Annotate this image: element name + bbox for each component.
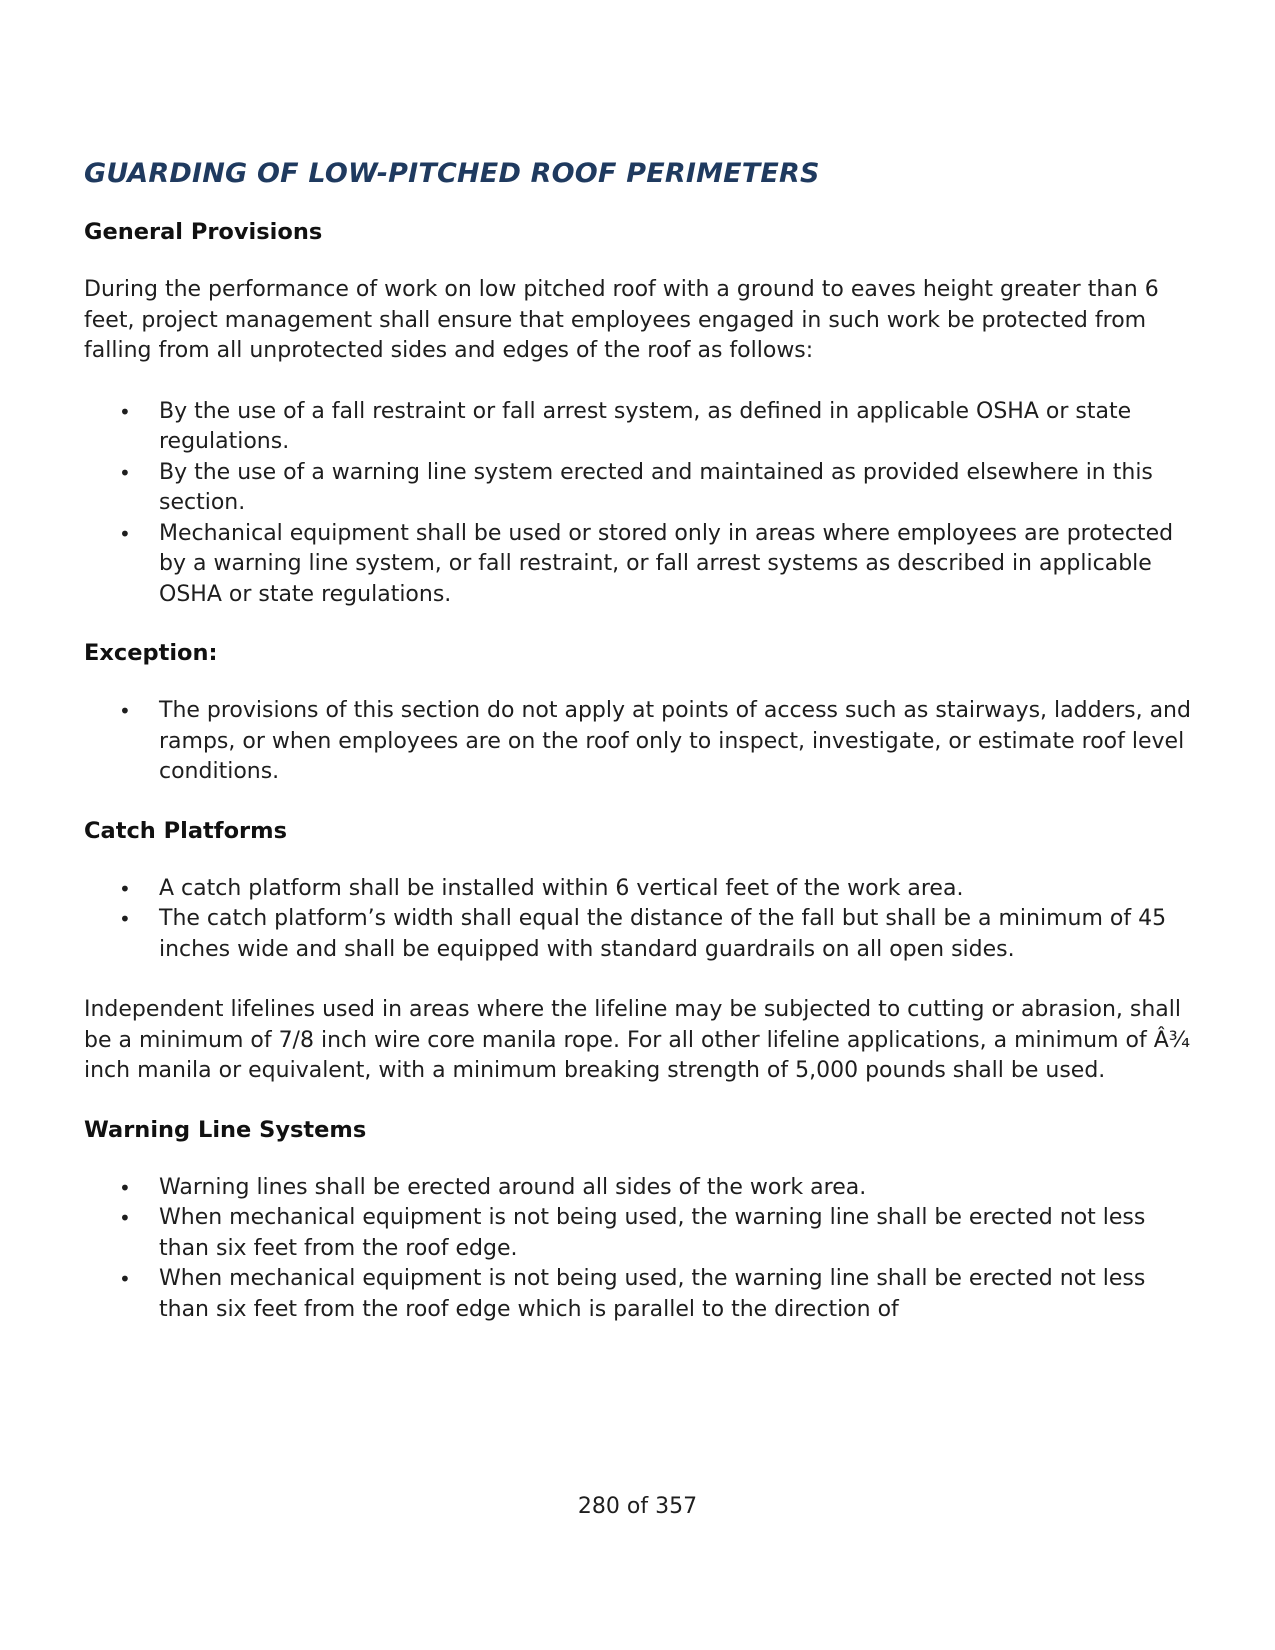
exception-list	[84, 696, 1194, 788]
list-item: • By the use of a fall restraint or fall arrest system, as defined in applicable OSHA or state regulations.	[119, 398, 1132, 454]
section-heading-warning-line-systems: Warning Line Systems	[84, 1116, 367, 1143]
list-item: • The catch platform’s width shall equal the distance of the fall but shall be a minimum of 45 inches wide and shall be equipped with standard guardrails on all open sides.	[119, 906, 1167, 962]
page-number: 280 of 357	[577, 1494, 698, 1519]
section-heading-exception: Exception:	[84, 640, 218, 666]
bullet-icon: •	[119, 876, 131, 901]
bullet-icon: •	[119, 460, 131, 485]
catch-platforms-list	[84, 874, 1194, 966]
bullet-icon: •	[119, 907, 131, 931]
bullet-icon: •	[119, 699, 131, 723]
document-title: GUARDING OF LOW-PITCHED ROOF PERIMETERS	[84, 158, 820, 189]
list-item: • A catch platform shall be installed within 6 vertical feet of the work area.	[84, 874, 1194, 905]
bullet-icon: •	[119, 1206, 131, 1230]
bullet-icon: •	[119, 399, 131, 424]
warning-line-list	[84, 1173, 1194, 1326]
general-provisions-list	[84, 397, 1194, 611]
bullet-icon: •	[119, 1267, 131, 1291]
list-item: • When mechanical equipment is not being used, the warning line shall be erected not less than six feet from the roof edge.	[119, 1205, 1146, 1261]
list-item: • Mechanical equipment shall be used or stored only in areas where employees are protected by a warning line system, or fall restraint, or fall arrest systems as described in applicable OSHA or state regulations.	[119, 520, 1174, 607]
bullet-icon: •	[119, 521, 131, 546]
document-page	[84, 158, 1194, 1355]
list-item: • When mechanical equipment is not being used, the warning line shall be erected not less than six feet from the roof edge which is parallel to the direction of	[119, 1266, 1146, 1322]
section-heading-catch-platforms: Catch Platforms	[84, 817, 287, 844]
general-provisions-intro: During the performance of work on low pitched roof with a ground to eaves height greater than 6 feet, project management shall ensure that employees engaged in such work be protected from falling from all unprotected sides and edges of the roof as follows:	[84, 277, 1159, 363]
list-item: • By the use of a warning line system erected and maintained as provided elsewhere in this section.	[119, 459, 1153, 515]
list-item: • Warning lines shall be erected around all sides of the work area.	[84, 1173, 1194, 1204]
list-item: • The provisions of this section do not apply at points of access such as stairways, ladders, and ramps, or when employees are on the roof only to inspect, investigate, or estimate roof level conditions.	[119, 698, 1191, 784]
lifeline-paragraph: Independent lifelines used in areas where the lifeline may be subjected to cutting or abrasion, shall be a minimum of 7/8 inch wire core manila rope. For all other lifeline applications, a minimum of Â¾ inch manila or equivalent, with a minimum breaking strength of 5,000 pounds shall be used.	[84, 997, 1191, 1083]
section-heading-general-provisions: General Provisions	[84, 219, 323, 245]
bullet-icon: •	[119, 1175, 131, 1200]
